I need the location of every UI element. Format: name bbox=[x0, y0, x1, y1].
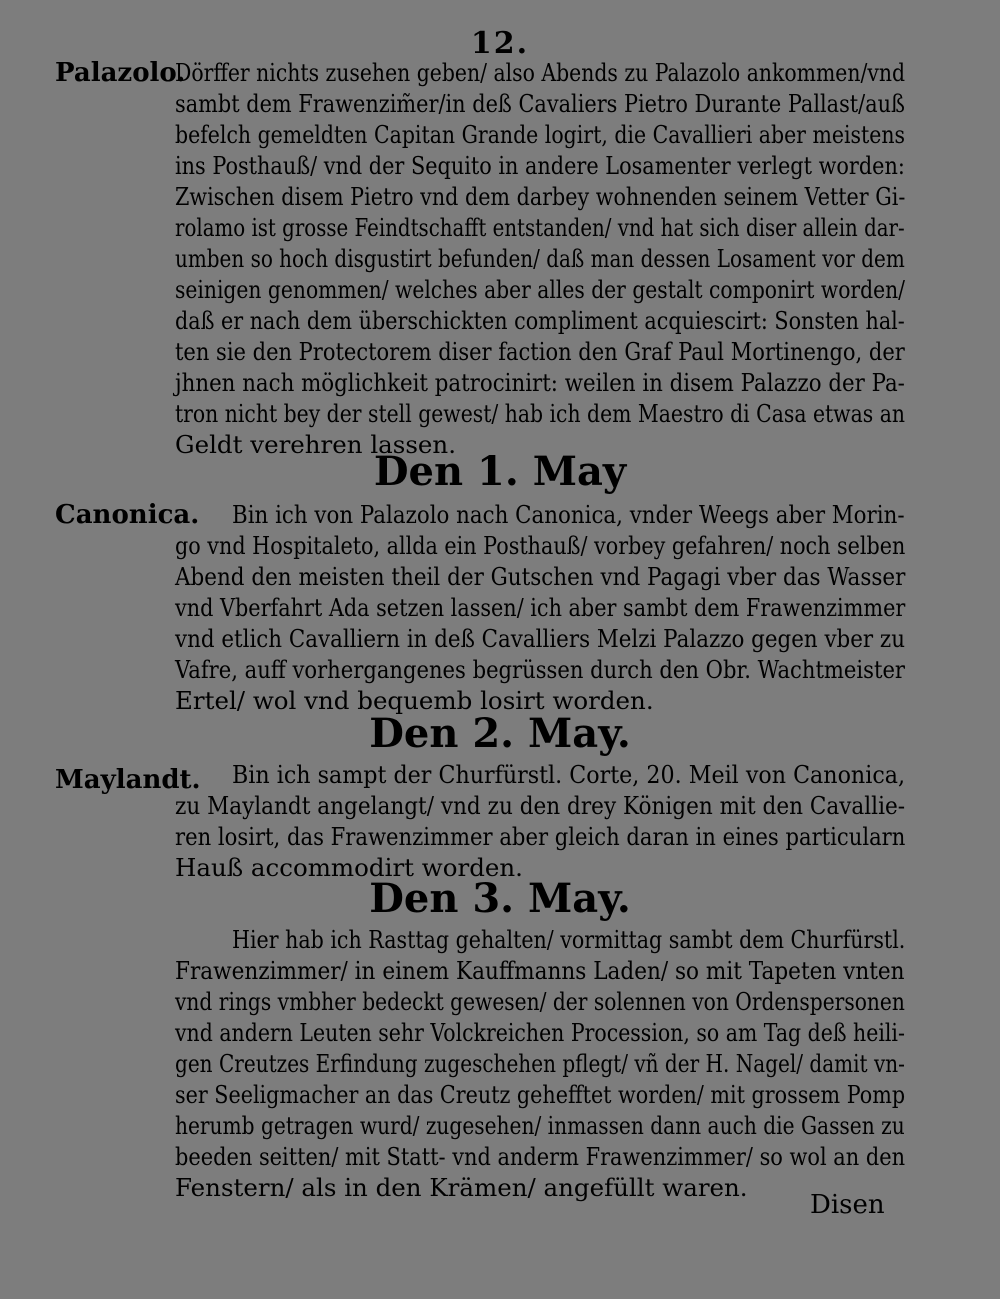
text-line: herumb getragen wurd/ zugesehen/ inmassen dann auch die Gassen zu bbox=[175, 1111, 905, 1140]
heading-may-3: Den 3. May. bbox=[369, 875, 631, 922]
text-line: go vnd Hospitaleto, allda ein Posthauß/ vorbey gefahren/ noch selben bbox=[175, 531, 906, 560]
margin-note-palazolo: Palazolo. bbox=[55, 58, 186, 88]
text-line: Fenstern/ als in den Krämen/ angefüllt waren. bbox=[175, 1173, 748, 1202]
heading-may-1: Den 1. May bbox=[373, 448, 627, 495]
text-line: jhnen nach möglichkeit patrocinirt: weilen in disem Palazzo der Pa- bbox=[175, 368, 905, 397]
text-line: Bin ich sampt der Churfürstl. Corte, 20. Meil von Canonica, bbox=[232, 760, 906, 789]
text-line: seinigen genommen/ welches aber alles der gestalt componirt worden/ bbox=[175, 275, 905, 304]
text-line: rolamo ist grosse Feindtschafft entstanden/ vnd hat sich diser allein dar- bbox=[175, 213, 905, 242]
text-line: daß er nach dem überschickten compliment acquiescirt: Sonsten hal- bbox=[175, 306, 905, 335]
text-line: befelch gemeldten Capitan Grande logirt, die Cavallieri aber meistens bbox=[175, 120, 906, 149]
text-line: sambt dem Frawenzim̃er/in deß Cavaliers Pietro Durante Pallast/auß bbox=[175, 89, 905, 118]
text-line: Zwischen disem Pietro vnd dem darbey wohnenden seinem Vetter Gi- bbox=[175, 182, 906, 211]
text-line: umben so hoch disgustirt befunden/ daß man dessen Losament vor dem bbox=[175, 244, 905, 273]
text-line: Hauß accommodirt worden. bbox=[175, 853, 523, 882]
text-line: ser Seeligmacher an das Creutz gehefftet worden/ mit grossem Pomp bbox=[175, 1080, 906, 1109]
text-line: Ertel/ wol vnd bequemb losirt worden. bbox=[175, 686, 654, 715]
text-line: ren losirt, das Frawenzimmer aber gleich daran in eines particularn bbox=[175, 822, 906, 851]
text-line: zu Maylandt angelangt/ vnd zu den drey Königen mit den Cavallie- bbox=[175, 791, 906, 820]
text-line: beeden seitten/ mit Statt- vnd anderm Frawenzimmer/ so wol an den bbox=[175, 1142, 906, 1171]
margin-note-maylandt: Maylandt. bbox=[55, 765, 201, 795]
text-line: Bin ich von Palazolo nach Canonica, vnder Weegs aber Morin- bbox=[232, 500, 905, 529]
text-line: vnd rings vmbher bedeckt gewesen/ der solennen von Ordenspersonen bbox=[175, 987, 905, 1016]
text-line: Geldt verehren lassen. bbox=[175, 430, 456, 459]
text-line: Hier hab ich Rasttag gehalten/ vormittag sambt dem Churfürstl. bbox=[232, 925, 906, 954]
text-line: gen Creutzes Erfindung zugeschehen pflegt/ vñ der H. Nagel/ damit vn- bbox=[175, 1049, 905, 1078]
catchword: Disen bbox=[810, 1190, 885, 1220]
text-line: tron nicht bey der stell gewest/ hab ich dem Maestro di Casa etwas an bbox=[175, 399, 905, 428]
text-line: Dörffer nichts zusehen geben/ also Abends zu Palazolo ankommen/vnd bbox=[175, 58, 906, 87]
text-line: Vafre, auff vorhergangenes begrüssen durch den Obr. Wachtmeister bbox=[175, 655, 906, 684]
page-number: 12. bbox=[470, 26, 530, 61]
text-line: vnd etlich Cavalliern in deß Cavalliers Melzi Palazzo gegen vber zu bbox=[175, 624, 905, 653]
text-line: vnd andern Leuten sehr Volckreichen Procession, so am Tag deß heili- bbox=[175, 1018, 905, 1047]
margin-note-canonica: Canonica. bbox=[55, 500, 200, 530]
text-line: ten sie den Protectorem diser faction den Graf Paul Mortinengo, der bbox=[175, 337, 905, 366]
text-line: ins Posthauß/ vnd der Sequito in andere Losamenter verlegt worden: bbox=[175, 151, 905, 180]
heading-may-2: Den 2. May. bbox=[369, 710, 631, 757]
text-line: vnd Vberfahrt Ada setzen lassen/ ich aber sambt dem Frawenzimmer bbox=[175, 593, 906, 622]
text-line: Abend den meisten theil der Gutschen vnd Pagagi vber das Wasser bbox=[175, 562, 906, 591]
text-line: Frawenzimmer/ in einem Kauffmanns Laden/ so mit Tapeten vnten bbox=[175, 956, 905, 985]
